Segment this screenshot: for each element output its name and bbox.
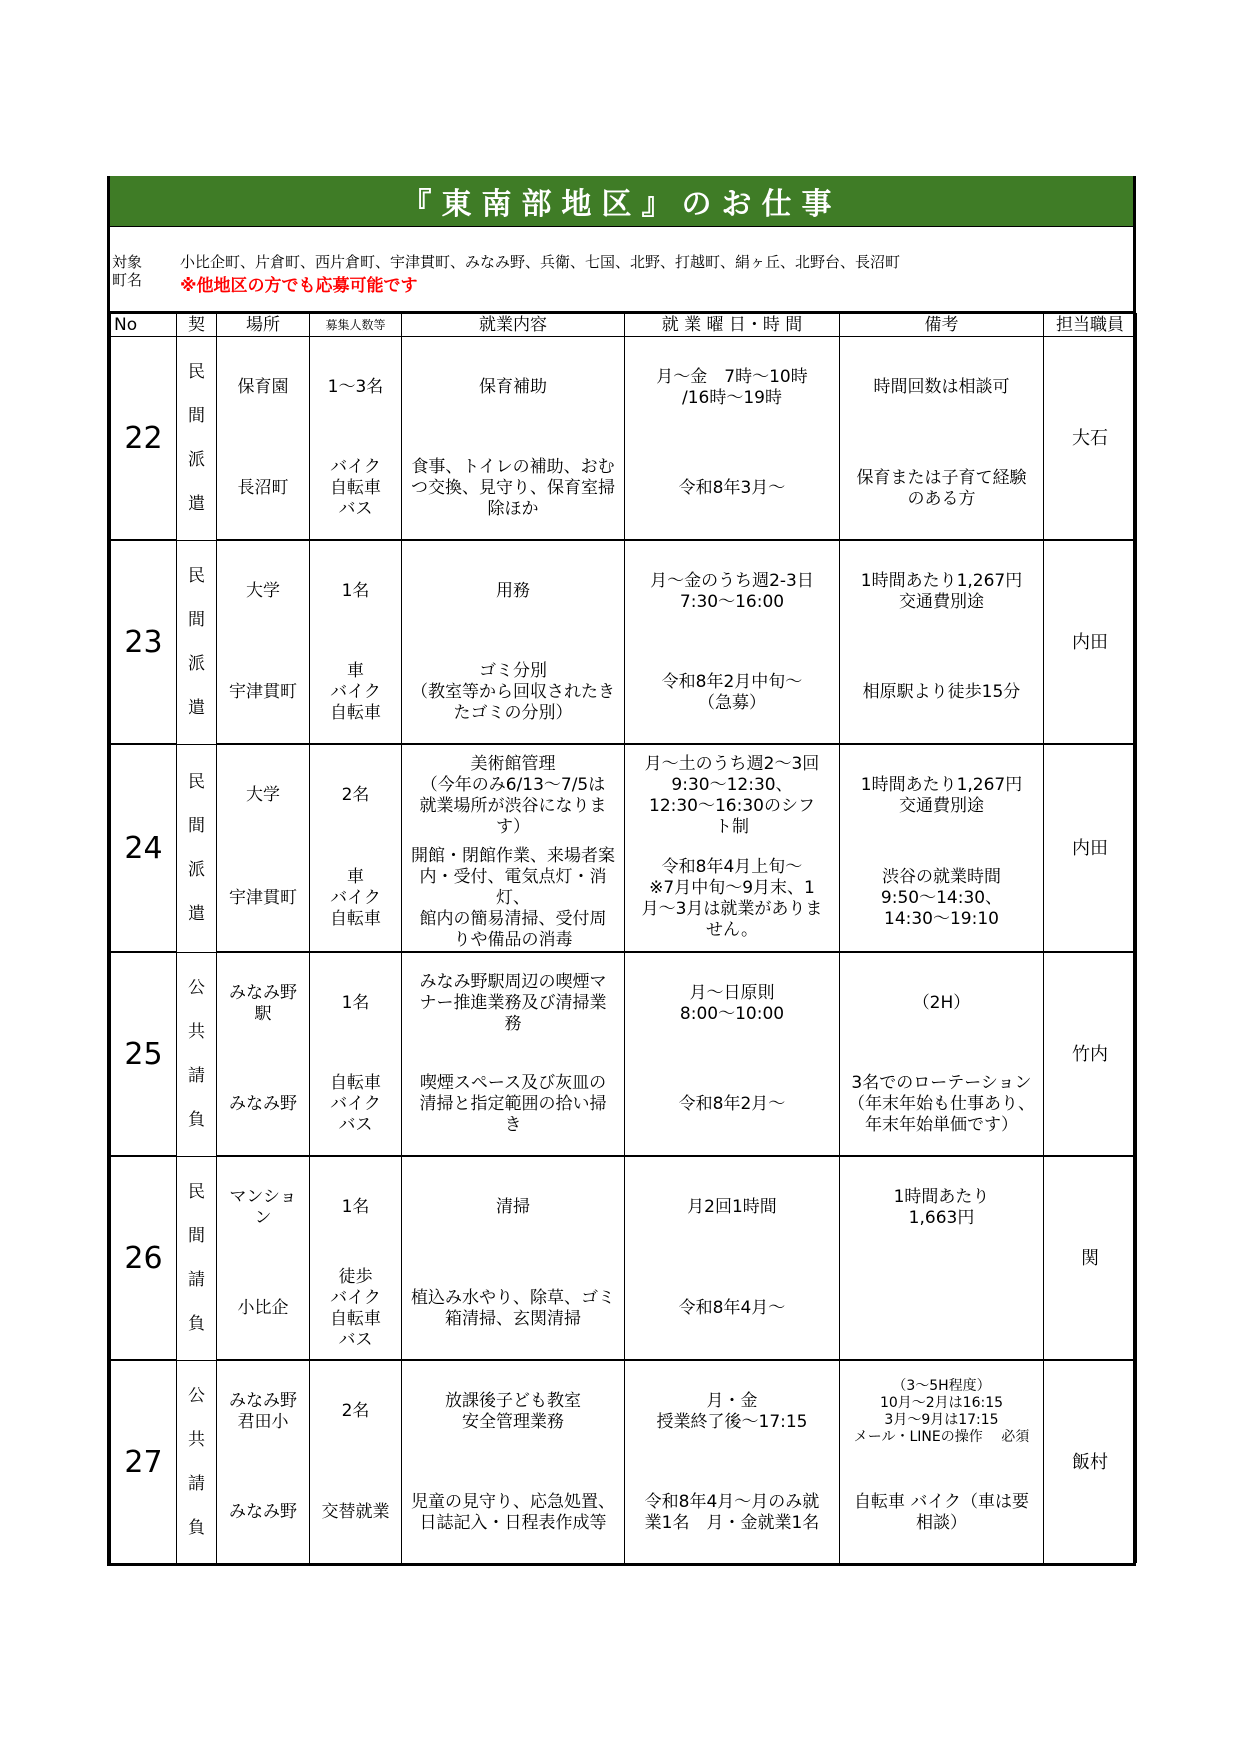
contract-type: 民 間 派 遣 [177,744,217,952]
job-remarks-detail: 保育または子育て経験 のある方 [840,438,1044,540]
job-no: 27 [111,1360,177,1563]
job-staff: 飯村 [1044,1360,1137,1563]
job-start: 令和8年3月～ [625,438,840,540]
job-start: 令和8年4月上旬～ ※7月中旬～9月末、1 月～3月は就業がありま せん。 [625,846,840,952]
header-staff: 担当職員 [1044,314,1137,337]
job-row-top [111,744,1137,846]
target-area-block [110,227,1133,313]
header-row [111,314,1137,337]
job-no: 24 [111,744,177,952]
job-access: バイク 自転車 バス [310,438,402,540]
job-schedule: 月・金 授業終了後～17:15 [625,1360,840,1462]
job-detail: 食事、トイレの補助、おむ つ交換、見守り、保育室掃 除ほか [402,438,625,540]
job-start: 令和8年2月中旬～ （急募） [625,642,840,744]
job-content: 美術館管理 （今年のみ6/13～7/5は 就業場所が渋谷になりま す） [402,744,625,846]
job-place: みなみ野 君田小 [217,1360,310,1462]
job-schedule: 月～金のうち週2-3日 7:30～16:00 [625,540,840,642]
job-detail: 喫煙スペース及び灰皿の 清掃と指定範囲の拾い掃 き [402,1054,625,1156]
job-area: 小比企 [217,1258,310,1360]
job-row-top [111,952,1137,1054]
job-place: 大学 [217,540,310,642]
job-start: 令和8年2月～ [625,1054,840,1156]
job-row-bottom [111,1258,1137,1360]
job-remarks-detail: 渋谷の就業時間 9:50～14:30、 14:30～19:10 [840,846,1044,952]
job-area: 長沼町 [217,438,310,540]
job-row-bottom [111,642,1137,744]
job-access: 車 バイク 自転車 [310,846,402,952]
job-schedule: 月～土のうち週2～3回 9:30～12:30、 12:30～16:30のシフ ト制 [625,744,840,846]
job-remarks-detail: 3名でのローテーション （年末年始も仕事あり、 年末年始単価です） [840,1054,1044,1156]
job-remarks-detail: 自転車 バイク（車は要 相談） [840,1462,1044,1563]
job-remarks-detail [840,1258,1044,1360]
job-row-bottom [111,1054,1137,1156]
job-recruit: 1名 [310,1156,402,1258]
job-row-bottom [111,438,1137,540]
job-remarks: 1時間あたり1,267円 交通費別途 [840,540,1044,642]
job-staff: 内田 [1044,540,1137,744]
page-title: 『東南部地区』のお仕事 [401,187,842,222]
job-area: みなみ野 [217,1054,310,1156]
job-place: マンション [217,1156,310,1258]
job-access: 自転車 バイク バス [310,1054,402,1156]
job-staff: 竹内 [1044,952,1137,1156]
header-place: 場所 [217,314,310,337]
job-recruit: 2名 [310,1360,402,1462]
job-schedule: 月～金 7時～10時 /16時～19時 [625,337,840,439]
job-detail: 植込み水やり、除草、ゴミ 箱清掃、玄関清掃 [402,1258,625,1360]
contract-type: 民 間 請 負 [177,1156,217,1360]
job-access: 徒歩 バイク 自転車 バス [310,1258,402,1360]
job-start: 令和8年4月～月のみ就 業1名 月・金就業1名 [625,1462,840,1563]
job-content: 放課後子ども教室 安全管理業務 [402,1360,625,1462]
area-label [112,253,162,289]
job-place: 大学 [217,744,310,846]
title-bar [110,176,1133,227]
job-schedule: 月～日原則 8:00～10:00 [625,952,840,1054]
job-content: みなみ野駅周辺の喫煙マ ナー推進業務及び清掃業 務 [402,952,625,1054]
job-no: 22 [111,337,177,541]
job-row-bottom [111,846,1137,952]
area-label-line2: 町名 [112,271,143,289]
contract-type: 公 共 請 負 [177,1360,217,1563]
job-no: 23 [111,540,177,744]
job-no: 25 [111,952,177,1156]
job-area: みなみ野 [217,1462,310,1563]
job-detail: 児童の見守り、応急処置、 日誌記入・日程表作成等 [402,1462,625,1563]
header-no: No [111,314,177,337]
contract-type: 民 間 派 遣 [177,337,217,541]
job-sheet [107,176,1136,1566]
job-recruit: 1名 [310,540,402,642]
job-staff: 内田 [1044,744,1137,952]
target-towns: 小比企町、片倉町、西片倉町、宇津貫町、みなみ野、兵衛、七国、北野、打越町、絹ヶ丘、北野台、長沼町 [180,253,901,271]
header-schedule: 就 業 曜 日・時 間 [625,314,840,337]
job-place: みなみ野 駅 [217,952,310,1054]
job-detail: ゴミ分別 （教室等から回収されたき たゴミの分別） [402,642,625,744]
job-table [110,313,1137,1563]
header-remarks: 備考 [840,314,1044,337]
job-row-bottom [111,1462,1137,1563]
header-content: 就業内容 [402,314,625,337]
job-remarks: （2H） [840,952,1044,1054]
job-content: 保育補助 [402,337,625,439]
job-remarks: 1時間あたり 1,663円 [840,1156,1044,1258]
job-area: 宇津貫町 [217,846,310,952]
contract-type: 民 間 派 遣 [177,540,217,744]
header-kei: 契 [177,314,217,337]
job-rows [111,337,1137,1564]
job-recruit: 2名 [310,744,402,846]
job-row-top [111,1360,1137,1462]
job-remarks: （3～5H程度） 10月～2月は16:15 3月～9月は17:15 メール・LINEの操作 必須 [840,1360,1044,1462]
job-area: 宇津貫町 [217,642,310,744]
job-row-top [111,1156,1137,1258]
job-content: 用務 [402,540,625,642]
area-label-line1: 対象 [112,253,143,271]
job-place: 保育園 [217,337,310,439]
job-content: 清掃 [402,1156,625,1258]
job-recruit: 1名 [310,952,402,1054]
job-row-top [111,337,1137,439]
job-row-top [111,540,1137,642]
job-remarks-detail: 相原駅より徒歩15分 [840,642,1044,744]
job-staff: 大石 [1044,337,1137,541]
job-staff: 関 [1044,1156,1137,1360]
job-detail: 開館・閉館作業、来場者案 内・受付、電気点灯・消灯、 館内の簡易清掃、受付周 りや備品の消毒 [402,846,625,952]
contract-type: 公 共 請 負 [177,952,217,1156]
job-no: 26 [111,1156,177,1360]
job-access: 車 バイク 自転車 [310,642,402,744]
job-access: 交替就業 [310,1462,402,1563]
job-schedule: 月2回1時間 [625,1156,840,1258]
job-remarks: 1時間あたり1,267円 交通費別途 [840,744,1044,846]
other-area-notice: ※他地区の方でも応募可能です [180,276,418,296]
job-remarks: 時間回数は相談可 [840,337,1044,439]
job-start: 令和8年4月～ [625,1258,840,1360]
job-recruit: 1～3名 [310,337,402,439]
header-recruit: 募集人数等 [310,314,402,337]
